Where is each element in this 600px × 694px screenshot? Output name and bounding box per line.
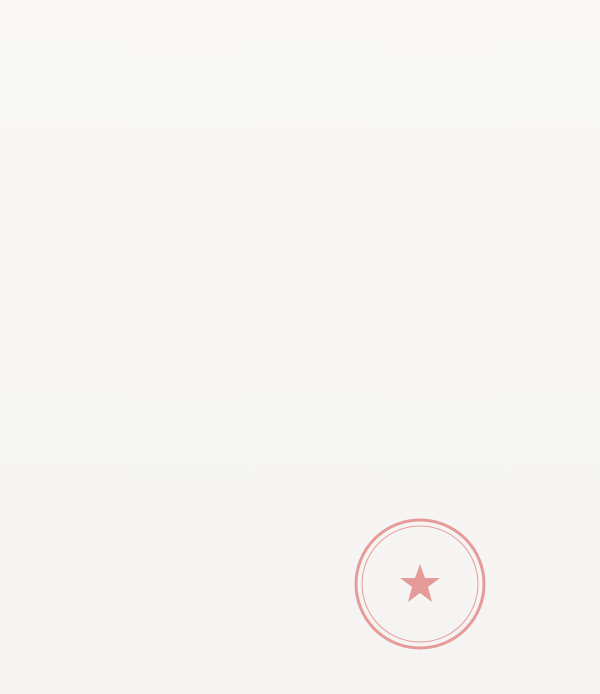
seal-star-icon (400, 564, 440, 602)
company-seal-stamp (350, 514, 490, 654)
